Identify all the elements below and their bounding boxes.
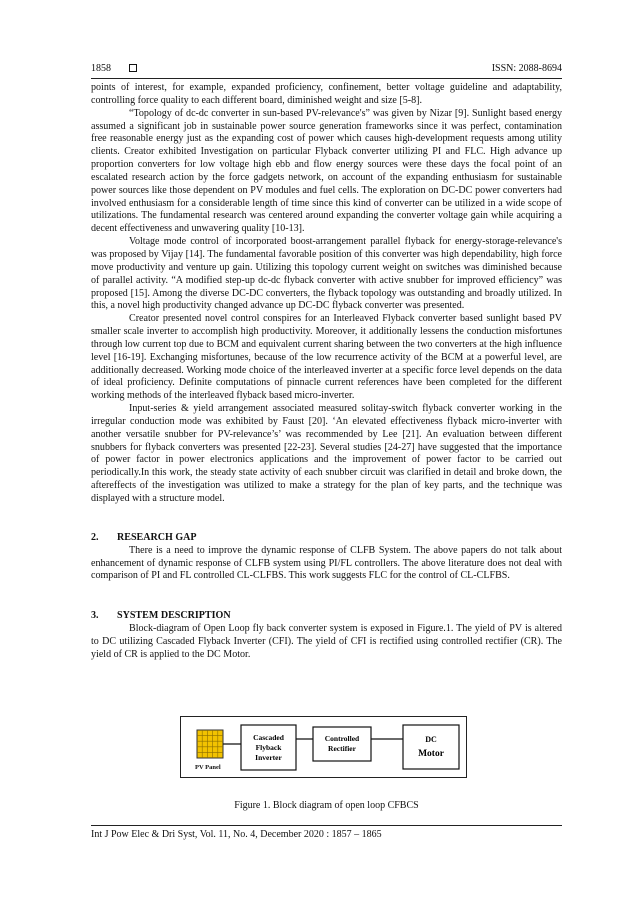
block3-line: Motor xyxy=(418,749,444,759)
block2-line: Rectifier xyxy=(328,744,356,753)
section-title: RESEARCH GAP xyxy=(117,531,197,543)
paragraph: There is a need to improve the dynamic response of CLFB System. The above papers do not talk about enhancement of dynamic response of CLFB system using PI/FL controllers. The above literature does not deal with comparison of PI and FL controlled CL-CLFBS. This work suggests FLC for the control of CL-CLFBS. xyxy=(91,544,562,582)
section-heading xyxy=(91,532,562,545)
page-header xyxy=(91,62,562,76)
pv-panel xyxy=(195,730,223,771)
paragraph: points of interest, for example, expanded proficiency, confinement, better voltage guideline and adaptability, controlling force quality to each different board, diminished weight and size [5-8]. xyxy=(91,82,562,106)
paragraph: Voltage mode control of incorporated boost-arrangement parallel flyback for energy-storage-relevance's was proposed by Vijay [14]. The fundamental favorable position of this converter was high dependability, high force move productivity and venture up gain. Utilizing this topology current weight on switches was diminished because of parallel activity. “A modified step-up dc-dc flyback converter with active snubber for improved efficiency” was proposed [15]. Among the diverse DC-DC converters, the flyback topology was outstanding and broadly utilized. In this, a novel high productivity changed advance up DC-DC flyback converter was presented. xyxy=(91,236,562,312)
pv-panel-label: PV Panel xyxy=(195,764,221,771)
paragraph: Input-series & yield arrangement associated measured solitay-switch flyback converter working in the irregular conduction mode was exhibited by Faust [20]. ‘An elevated effectiveness flyback micro-inverter with another versatile snubber for PV-relevance’s’ was recommended by Lee [21]. An evaluation between different snubbers for flyback converters was presented [22-23]. Several studies [24-27] have suggested that the importance of power factor in power electronics applications and the improvement of power factor to be carried out periodically.In this work, the steady state activity of each snubber circuit was clarified in detail and broke down, the aftereffects of the investigation was utilized to make a strategy for the plan of key parts, and the technique was displayed with a structure model. xyxy=(91,403,562,504)
header-rule xyxy=(91,78,562,79)
section-heading xyxy=(91,610,562,623)
block-diagram xyxy=(180,716,467,778)
block3-line: DC xyxy=(425,735,437,744)
block1-line: Cascaded xyxy=(253,733,284,742)
figure-caption: Figure 1. Block diagram of open loop CFBCS xyxy=(234,800,419,811)
paragraph: Creator presented novel control conspires for an Interleaved Flyback converter based sunlight based PV smaller scale inverter to accomplish high productivity. Moreover, it additionally lessens the conduction misfortunes through low current top due to BCM and equivalent current sharing between the two converters at the high influence level [16-19]. Exchanging misfortunes, because of the low recurrence activity of the BCM at a powerful level, are additionally decreased. Working mode choice of the interleaved inverter at a specific force level depends on the data of ideal proficiency. Definite computations of pinnacle current references have been completed for the different working methods of the interleaved flyback based micro-inverter. xyxy=(91,313,562,402)
footer-rule xyxy=(91,825,562,826)
block2-line: Controlled xyxy=(324,734,360,743)
page-footer: Int J Pow Elec & Dri Syst, Vol. 11, No. 4, December 2020 : 1857 – 1865 xyxy=(91,829,382,840)
paragraph: “Topology of dc-dc converter in sun-based PV-relevance's” was given by Nizar [9]. Sunlight based energy assumed a significant job in sustainable power source generation frameworks since it was perfect, contamination free reasonable energy just as the expanding cost of power which causes high-development requests among utility clients. Creator exhibited Investigation on particular Flyback converter utilizing PI and FLC. High advance up proportion converters for low voltage high ebb and flow energy sources were these days the focal point of an escalated research action by the force gadgets network, on account of the expanding enthusiasm for sustainable power sources like those dependent on PV modules and fuel cells. The exploration on DC-DC power converters had involved enthusiasm for a considerable length of time since this kind of converter can be utilized in a wide scope of utilizations. The fundamental research was centered around expanding the converter voltage gain while acquiring a decent effectiveness and unwavering quality [10-13]. xyxy=(91,107,562,235)
section-number: 3. xyxy=(91,610,99,622)
block1-line: Inverter xyxy=(255,753,282,762)
page-body xyxy=(91,82,562,662)
pv-panel-icon xyxy=(197,730,223,758)
paragraph: Block-diagram of Open Loop fly back converter system is exposed in Figure.1. The yield of PV is altered to DC utilizing Cascaded Flyback Inverter (CFI). The yield of CFI is rectified using controlled rectifier (CR). The yield of CR is applied to the DC Motor. xyxy=(91,623,562,660)
checkbox-square-icon xyxy=(129,64,137,72)
dc-motor-block xyxy=(403,725,459,769)
issn: ISSN: 2088-8694 xyxy=(491,63,562,74)
controlled-rectifier-block xyxy=(313,727,371,761)
block1-line: Flyback xyxy=(255,743,282,752)
page-number: 1858 xyxy=(91,63,111,74)
section-number: 2. xyxy=(91,531,99,543)
cascaded-flyback-inverter-block xyxy=(241,725,296,770)
section-title: SYSTEM DESCRIPTION xyxy=(117,610,231,622)
